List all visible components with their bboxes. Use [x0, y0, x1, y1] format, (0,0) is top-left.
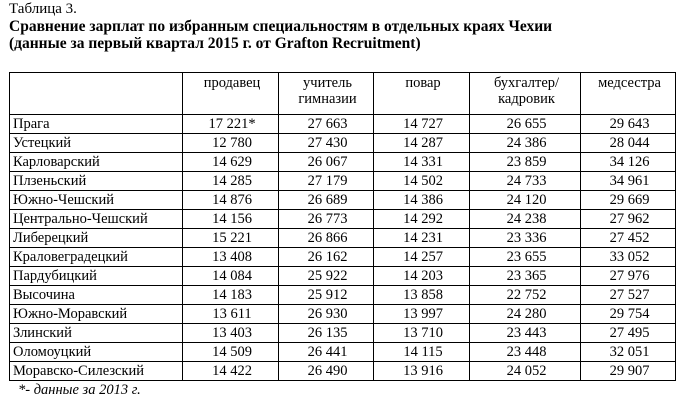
title-line-1: Сравнение зарплат по избранным специальностям в отдельных краях Чехии	[9, 18, 553, 35]
salary-cell: 27 962	[581, 210, 676, 229]
column-header-line: продавец	[203, 75, 261, 91]
table-row	[10, 115, 676, 134]
salary-cell: 13 916	[374, 362, 470, 381]
region-cell: Краловеградецкий	[10, 248, 183, 267]
table-header	[10, 73, 676, 115]
column-header-line: гимназии	[298, 91, 357, 107]
table-row	[10, 191, 676, 210]
table-row	[10, 248, 676, 267]
salary-cell: 13 710	[374, 324, 470, 343]
salary-cell: 26 689	[279, 191, 374, 210]
region-cell: Южно-Чешский	[10, 191, 183, 210]
salary-cell: 27 452	[581, 229, 676, 248]
region-cell: Прага	[10, 115, 183, 134]
table-row	[10, 343, 676, 362]
salary-cell: 14 386	[374, 191, 470, 210]
table-row	[10, 172, 676, 191]
region-cell: Устецкий	[10, 134, 183, 153]
column-header	[279, 73, 374, 115]
salary-cell: 27 976	[581, 267, 676, 286]
salary-cell: 14 203	[374, 267, 470, 286]
salary-cell: 27 495	[581, 324, 676, 343]
salary-cell: 23 859	[470, 153, 581, 172]
salary-cell: 13 611	[183, 305, 279, 324]
salary-cell: 25 922	[279, 267, 374, 286]
salary-cell: 14 292	[374, 210, 470, 229]
salary-cell: 14 502	[374, 172, 470, 191]
region-cell: Высочина	[10, 286, 183, 305]
column-header	[374, 73, 470, 115]
salary-cell: 34 961	[581, 172, 676, 191]
header-row	[10, 73, 676, 115]
salary-cell: 14 156	[183, 210, 279, 229]
salary-cell: 13 858	[374, 286, 470, 305]
table-row	[10, 267, 676, 286]
region-cell: Либерецкий	[10, 229, 183, 248]
salary-cell: 24 238	[470, 210, 581, 229]
salary-cell: 26 930	[279, 305, 374, 324]
salary-cell: 14 285	[183, 172, 279, 191]
region-cell: Пардубицкий	[10, 267, 183, 286]
salary-cell: 27 430	[279, 134, 374, 153]
column-header-line: повар	[405, 75, 441, 91]
salary-cell: 27 527	[581, 286, 676, 305]
salary-cell: 26 441	[279, 343, 374, 362]
salary-cell: 29 907	[581, 362, 676, 381]
salary-cell: 26 135	[279, 324, 374, 343]
salary-cell: 14 876	[183, 191, 279, 210]
salary-cell: 27 663	[279, 115, 374, 134]
table-row	[10, 362, 676, 381]
column-header-line: кадровик	[498, 91, 555, 107]
salary-cell: 24 280	[470, 305, 581, 324]
salary-cell: 26 773	[279, 210, 374, 229]
salary-cell: 13 408	[183, 248, 279, 267]
salary-cell: 26 490	[279, 362, 374, 381]
salary-cell: 32 051	[581, 343, 676, 362]
salary-cell: 25 912	[279, 286, 374, 305]
region-cell: Центрально-Чешский	[10, 210, 183, 229]
salary-cell: 26 067	[279, 153, 374, 172]
table-body	[10, 115, 676, 381]
table-row	[10, 286, 676, 305]
salary-cell: 12 780	[183, 134, 279, 153]
salary-cell: 23 443	[470, 324, 581, 343]
column-header-line: медсестра	[598, 75, 661, 91]
salary-cell: 26 866	[279, 229, 374, 248]
salary-cell: 29 669	[581, 191, 676, 210]
salary-cell: 13 997	[374, 305, 470, 324]
column-header	[581, 73, 676, 115]
region-cell: Оломоуцкий	[10, 343, 183, 362]
column-header-line: бухгалтер/	[493, 75, 560, 91]
salary-cell: 14 509	[183, 343, 279, 362]
salary-cell: 14 287	[374, 134, 470, 153]
salary-cell: 23 655	[470, 248, 581, 267]
salary-cell: 24 386	[470, 134, 581, 153]
salary-cell: 27 179	[279, 172, 374, 191]
salary-table	[9, 72, 676, 381]
salary-cell: 28 044	[581, 134, 676, 153]
salary-cell: 15 221	[183, 229, 279, 248]
salary-cell: 14 231	[374, 229, 470, 248]
region-cell: Злинский	[10, 324, 183, 343]
table-row	[10, 324, 676, 343]
region-cell: Карловарский	[10, 153, 183, 172]
title-line-2: (данные за первый квартал 2015 г. от Grafton Recruitment)	[9, 35, 421, 52]
table-row	[10, 229, 676, 248]
column-header-line: учитель	[303, 75, 352, 91]
salary-cell: 33 052	[581, 248, 676, 267]
column-header	[470, 73, 581, 115]
salary-cell: 24 052	[470, 362, 581, 381]
salary-cell: 14 727	[374, 115, 470, 134]
table-row	[10, 153, 676, 172]
salary-cell: 24 733	[470, 172, 581, 191]
table-caption: Таблица 3.	[9, 1, 77, 17]
salary-cell: 29 754	[581, 305, 676, 324]
salary-cell: 26 162	[279, 248, 374, 267]
salary-cell: 13 403	[183, 324, 279, 343]
table-row	[10, 210, 676, 229]
salary-cell: 34 126	[581, 153, 676, 172]
salary-cell: 14 183	[183, 286, 279, 305]
region-cell: Моравско-Силезский	[10, 362, 183, 381]
region-cell: Плзеньский	[10, 172, 183, 191]
salary-cell: 24 120	[470, 191, 581, 210]
salary-cell: 14 629	[183, 153, 279, 172]
column-header	[183, 73, 279, 115]
salary-cell: 23 448	[470, 343, 581, 362]
salary-cell: 14 257	[374, 248, 470, 267]
table-row	[10, 305, 676, 324]
salary-cell: 14 084	[183, 267, 279, 286]
salary-cell: 23 336	[470, 229, 581, 248]
header-corner	[10, 73, 183, 115]
table-title	[9, 18, 552, 52]
salary-cell: 22 752	[470, 286, 581, 305]
region-cell: Южно-Моравский	[10, 305, 183, 324]
salary-cell: 26 655	[470, 115, 581, 134]
salary-cell: 14 422	[183, 362, 279, 381]
salary-cell: 14 331	[374, 153, 470, 172]
footnote: *- данные за 2013 г.	[18, 382, 141, 398]
salary-cell: 14 115	[374, 343, 470, 362]
salary-cell: 29 643	[581, 115, 676, 134]
salary-cell: 23 365	[470, 267, 581, 286]
salary-cell: 17 221*	[183, 115, 279, 134]
table-row	[10, 134, 676, 153]
